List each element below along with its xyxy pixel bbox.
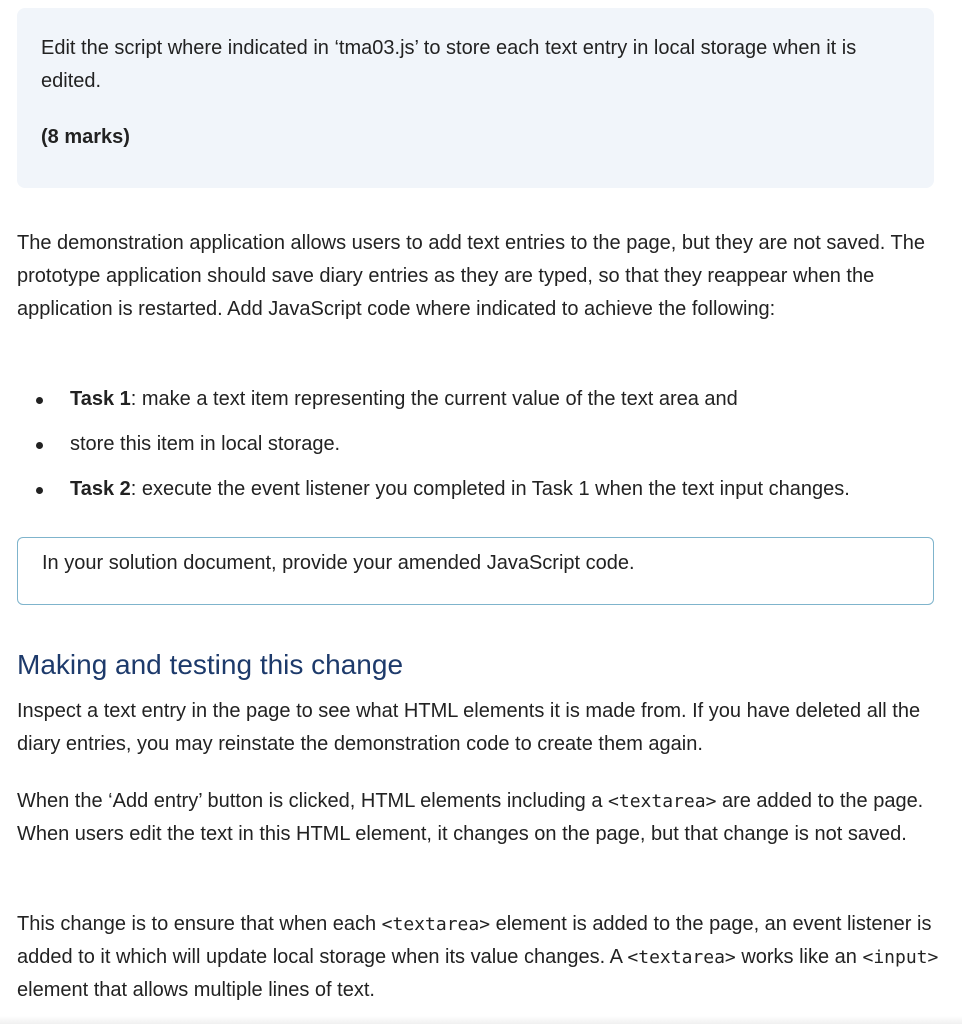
bullet-icon (36, 397, 43, 404)
intro-paragraph: The demonstration application allows users to add text entries to the page, but they are not saved. The prototype application should save diary entries as they are typed, so that they reappear when the application is restarted. Add JavaScript code where indicated to achieve the following: (17, 232, 925, 320)
code-input: <input> (862, 947, 939, 968)
paragraph-add-entry (17, 785, 942, 851)
task-text: : execute the event listener you completed in Task 1 when the text input changes. (130, 478, 850, 500)
task-text: : make a text item representing the current value of the text area and (130, 388, 738, 410)
bullet-icon (36, 442, 43, 449)
text-span: element is added to the page, an event listener is added to it which will update local storage when its value changes. A (17, 913, 932, 968)
task-list (17, 383, 957, 518)
task-box (17, 8, 934, 188)
paragraph-inspect: Inspect a text entry in the page to see what HTML elements it is made from. If you have deleted all the diary entries, you may reinstate the demonstration code to create them again. (17, 700, 921, 755)
solution-text: In your solution document, provide your amended JavaScript code. (42, 552, 635, 574)
task-marks: (8 marks) (41, 126, 130, 148)
code-textarea: <textarea> (627, 947, 736, 968)
task-label: Task 1 (70, 388, 131, 410)
text-span: When the ‘Add entry’ button is clicked, HTML elements including a (17, 790, 609, 812)
task-label: Task 2 (70, 478, 131, 500)
paragraph-event-listener (17, 908, 942, 1007)
list-item (17, 428, 957, 473)
text-span: works like an (735, 946, 863, 968)
text-span: are added to the page. When users edit the text in this HTML element, it changes on the page, but that change is not saved. (17, 790, 924, 845)
code-textarea: <textarea> (608, 791, 717, 812)
task-text: store this item in local storage. (70, 433, 341, 455)
section-heading: Making and testing this change (17, 649, 404, 680)
text-span: This change is to ensure that when each (17, 913, 382, 935)
code-textarea: <textarea> (381, 914, 491, 935)
task-instruction: Edit the script where indicated in ‘tma03.js’ to store each text entry in local storage when it is edited. (41, 37, 857, 92)
list-item (17, 473, 957, 518)
bottom-shadow (0, 1016, 962, 1024)
solution-box (17, 537, 934, 605)
bullet-icon (36, 487, 43, 494)
list-item (17, 383, 957, 428)
text-span: element that allows multiple lines of text. (17, 979, 375, 1001)
